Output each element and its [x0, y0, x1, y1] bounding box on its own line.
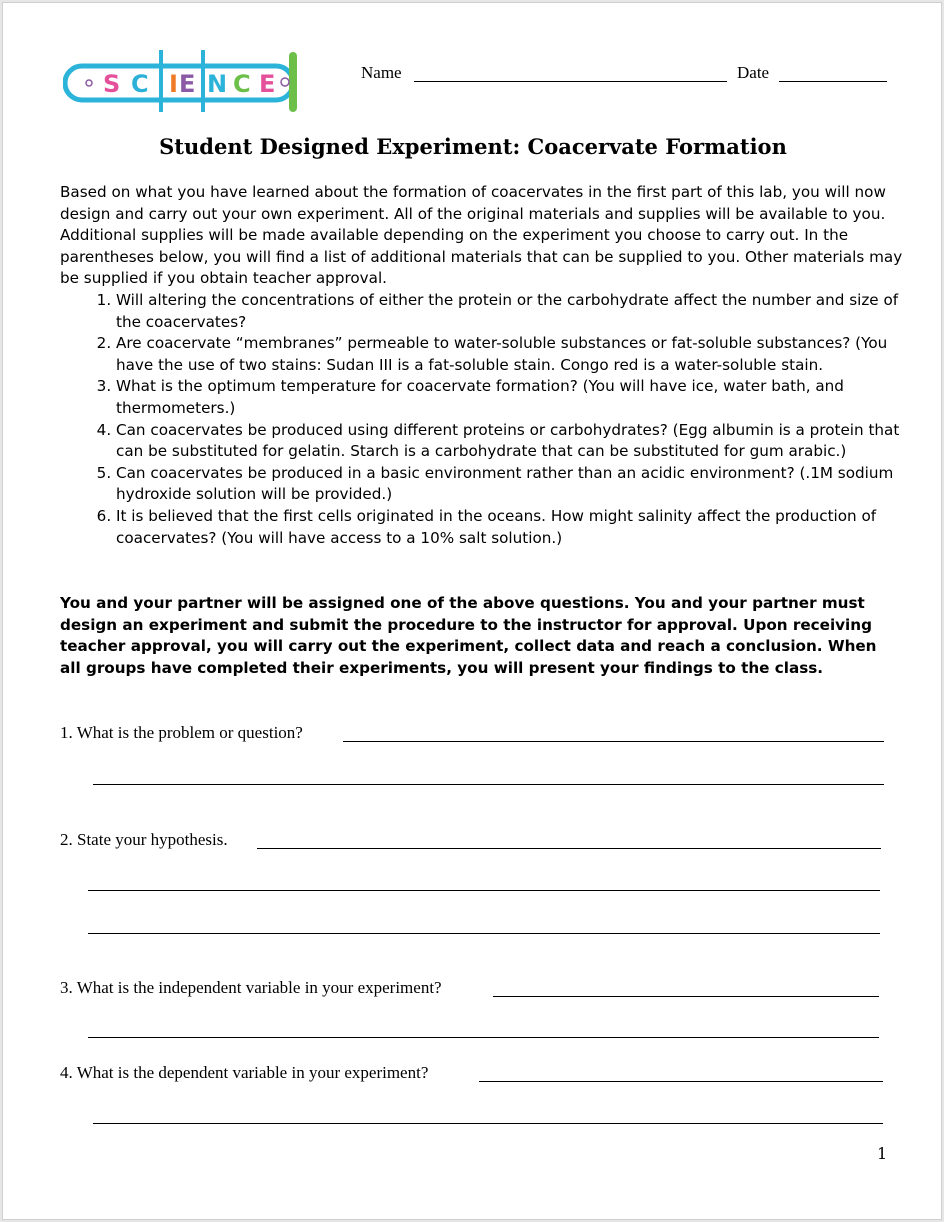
worksheet-question-2: 2. State your hypothesis. — [60, 830, 228, 849]
logo-letter: C — [233, 70, 251, 98]
document-page — [2, 2, 942, 1220]
logo-letter: E — [179, 70, 196, 98]
answer-line[interactable] — [93, 784, 884, 785]
intro-section — [60, 182, 910, 549]
logo-letter: E — [259, 70, 276, 98]
instructions-paragraph: You and your partner will be assigned one of the above questions. You and your partner must design an experiment and submit the procedure to the instructor for approval. Upon receiving teacher approval, you will carry out the experiment, collect data and reach a conclusion. When all groups have completed their experiments, you will present your findings to the class. — [60, 594, 877, 677]
logo-dot-icon — [281, 78, 289, 86]
date-label: Date — [737, 63, 770, 82]
logo-dot-icon — [86, 80, 92, 86]
name-field[interactable] — [414, 81, 727, 82]
logo-letter: C — [131, 70, 149, 98]
list-item: 4. Can coacervates be produced using different proteins or carbohydrates? (Egg albumin is a protein that can be substituted for gelatin. Starch is a carbohydrate that can be substituted for gum arabic.) — [116, 420, 910, 463]
logo-tube-cap — [289, 52, 297, 112]
list-item: 1. Will altering the concentrations of either the protein or the carbohydrate affect the number and size of the coacervates? — [116, 290, 910, 333]
page-title: Student Designed Experiment: Coacervate Formation — [159, 134, 787, 159]
name-label: Name — [361, 63, 402, 82]
page-number: 1 — [877, 1144, 888, 1163]
answer-line[interactable] — [88, 933, 880, 934]
answer-line[interactable] — [88, 1037, 879, 1038]
list-item: 5. Can coacervates be produced in a basic environment rather than an acidic environment? (.1M sodium hydroxide solution will be provided.) — [116, 463, 910, 506]
science-logo — [63, 48, 309, 114]
logo-letter: S — [103, 70, 121, 98]
logo-letter: N — [207, 70, 228, 98]
list-item: 3. What is the optimum temperature for coacervate formation? (You will have ice, water bath, and thermometers.) — [116, 376, 910, 419]
question-list — [60, 290, 910, 549]
answer-line[interactable] — [479, 1081, 883, 1082]
date-field[interactable] — [779, 81, 887, 82]
answer-line[interactable] — [257, 848, 881, 849]
worksheet-question-4: 4. What is the dependent variable in your experiment? — [60, 1063, 429, 1082]
answer-line[interactable] — [88, 890, 880, 891]
logo-letter: I — [169, 70, 178, 98]
worksheet-question-1: 1. What is the problem or question? — [60, 723, 303, 742]
answer-line[interactable] — [343, 741, 884, 742]
list-item: 6. It is believed that the first cells originated in the oceans. How might salinity affect the production of coacervates? (You will have access to a 10% salt solution.) — [116, 506, 910, 549]
intro-paragraph: Based on what you have learned about the formation of coacervates in the first part of this lab, you will now design and carry out your own experiment. All of the original materials and supplies will be available to you. Additional supplies will be made available depending on the experiment you choose to carry out. In the parentheses below, you will find a list of additional materials that can be supplied to you. Other materials may be supplied if you obtain teacher approval. — [60, 183, 903, 288]
answer-line[interactable] — [493, 996, 879, 997]
worksheet-question-3: 3. What is the independent variable in your experiment? — [60, 978, 442, 997]
answer-line[interactable] — [93, 1123, 883, 1124]
list-item: 2. Are coacervate “membranes” permeable to water-soluble substances or fat-soluble substances? (You have the use of two stains: Sudan III is a fat-soluble stain. Congo red is a water-soluble stain. — [116, 333, 910, 376]
